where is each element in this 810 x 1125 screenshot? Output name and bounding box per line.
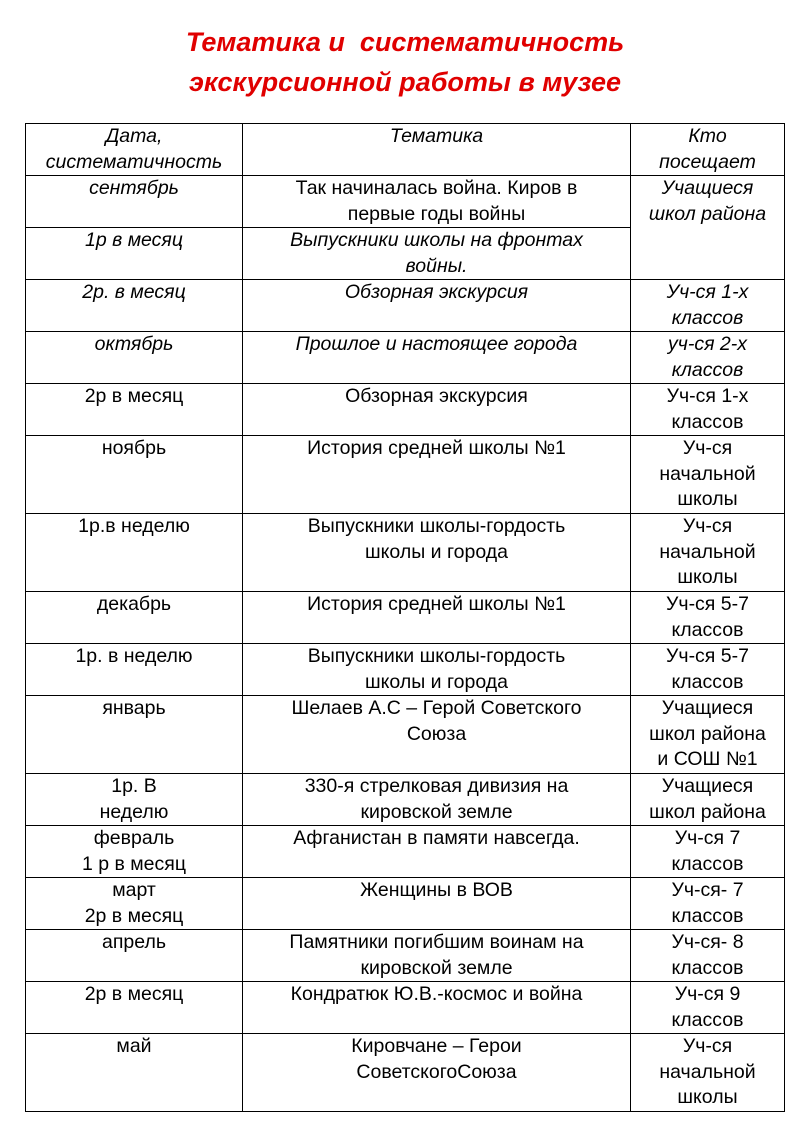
cell-visitors: Учащиеся школ района и СОШ №1 [631, 696, 785, 774]
cell-visitors: Уч-ся 1-х классов [631, 280, 785, 332]
cell-date: апрель [26, 930, 243, 982]
table-row [26, 878, 785, 930]
cell-visitors: Уч-ся 7 классов [631, 826, 785, 878]
cell-visitors: Уч-ся 1-х классов [631, 384, 785, 436]
cell-topic: Кировчане – Герои СоветскогоСоюза [243, 1034, 631, 1112]
cell-date: декабрь [26, 592, 243, 644]
header-visitors: Кто посещает [631, 124, 785, 176]
cell-visitors: Уч-ся 5-7 классов [631, 592, 785, 644]
cell-visitors: Уч-ся- 8 классов [631, 930, 785, 982]
table-header-row [26, 124, 785, 176]
cell-topic: История средней школы №1 [243, 592, 631, 644]
table-row [26, 644, 785, 696]
cell-date: март 2р в месяц [26, 878, 243, 930]
cell-topic: Шелаев А.С – Герой Советского Союза [243, 696, 631, 774]
cell-date: 2р в месяц [26, 982, 243, 1034]
cell-visitors: Учащиеся школ района [631, 774, 785, 826]
cell-date: май [26, 1034, 243, 1112]
cell-visitors: уч-ся 2-х классов [631, 332, 785, 384]
cell-date: 1р. в неделю [26, 644, 243, 696]
table-row [26, 982, 785, 1034]
table-row [26, 930, 785, 982]
cell-date: февраль 1 р в месяц [26, 826, 243, 878]
table-row [26, 774, 785, 826]
table-row [26, 696, 785, 774]
table-row [26, 332, 785, 384]
table-row [26, 592, 785, 644]
table-row [26, 280, 785, 332]
cell-topic: Обзорная экскурсия [243, 384, 631, 436]
cell-date: 1р в месяц [26, 228, 243, 280]
cell-visitors: Уч-ся начальной школы [631, 436, 785, 514]
excursion-table [25, 123, 785, 1112]
cell-topic: История средней школы №1 [243, 436, 631, 514]
cell-date: октябрь [26, 332, 243, 384]
document-title [0, 22, 810, 102]
cell-date: сентябрь [26, 176, 243, 228]
table-row [26, 1034, 785, 1112]
cell-visitors: Уч-ся- 7 классов [631, 878, 785, 930]
cell-topic: Афганистан в памяти навсегда. [243, 826, 631, 878]
cell-topic: Кондратюк Ю.В.-космос и война [243, 982, 631, 1034]
cell-date: 2р в месяц [26, 384, 243, 436]
cell-visitors: Уч-ся 5-7 классов [631, 644, 785, 696]
cell-topic: Выпускники школы-гордость школы и города [243, 514, 631, 592]
table-row [26, 514, 785, 592]
cell-topic: Памятники погибшим воинам на кировской земле [243, 930, 631, 982]
table-row [26, 436, 785, 514]
header-topic: Тематика [243, 124, 631, 176]
cell-visitors: Учащиеся школ района [631, 176, 785, 280]
cell-topic: Прошлое и настоящее города [243, 332, 631, 384]
cell-topic: Выпускники школы-гордость школы и города [243, 644, 631, 696]
cell-visitors: Уч-ся начальной школы [631, 514, 785, 592]
cell-topic: Так начиналась война. Киров в первые годы войны [243, 176, 631, 228]
cell-date: январь [26, 696, 243, 774]
title-line-2: экскурсионной работы в музее [188, 67, 622, 97]
cell-date: 2р. в месяц [26, 280, 243, 332]
table-row [26, 826, 785, 878]
cell-date: ноябрь [26, 436, 243, 514]
cell-visitors: Уч-ся 9 классов [631, 982, 785, 1034]
cell-topic: Выпускники школы на фронтах войны. [243, 228, 631, 280]
header-date: Дата, систематичность [26, 124, 243, 176]
cell-date: 1р.в неделю [26, 514, 243, 592]
cell-topic: Женщины в ВОВ [243, 878, 631, 930]
cell-topic: 330-я стрелковая дивизия на кировской земле [243, 774, 631, 826]
cell-visitors: Уч-ся начальной школы [631, 1034, 785, 1112]
table-row [26, 176, 785, 228]
title-line-1: Тематика и систематичность [185, 27, 625, 57]
cell-topic: Обзорная экскурсия [243, 280, 631, 332]
table-row [26, 384, 785, 436]
cell-date: 1р. В неделю [26, 774, 243, 826]
